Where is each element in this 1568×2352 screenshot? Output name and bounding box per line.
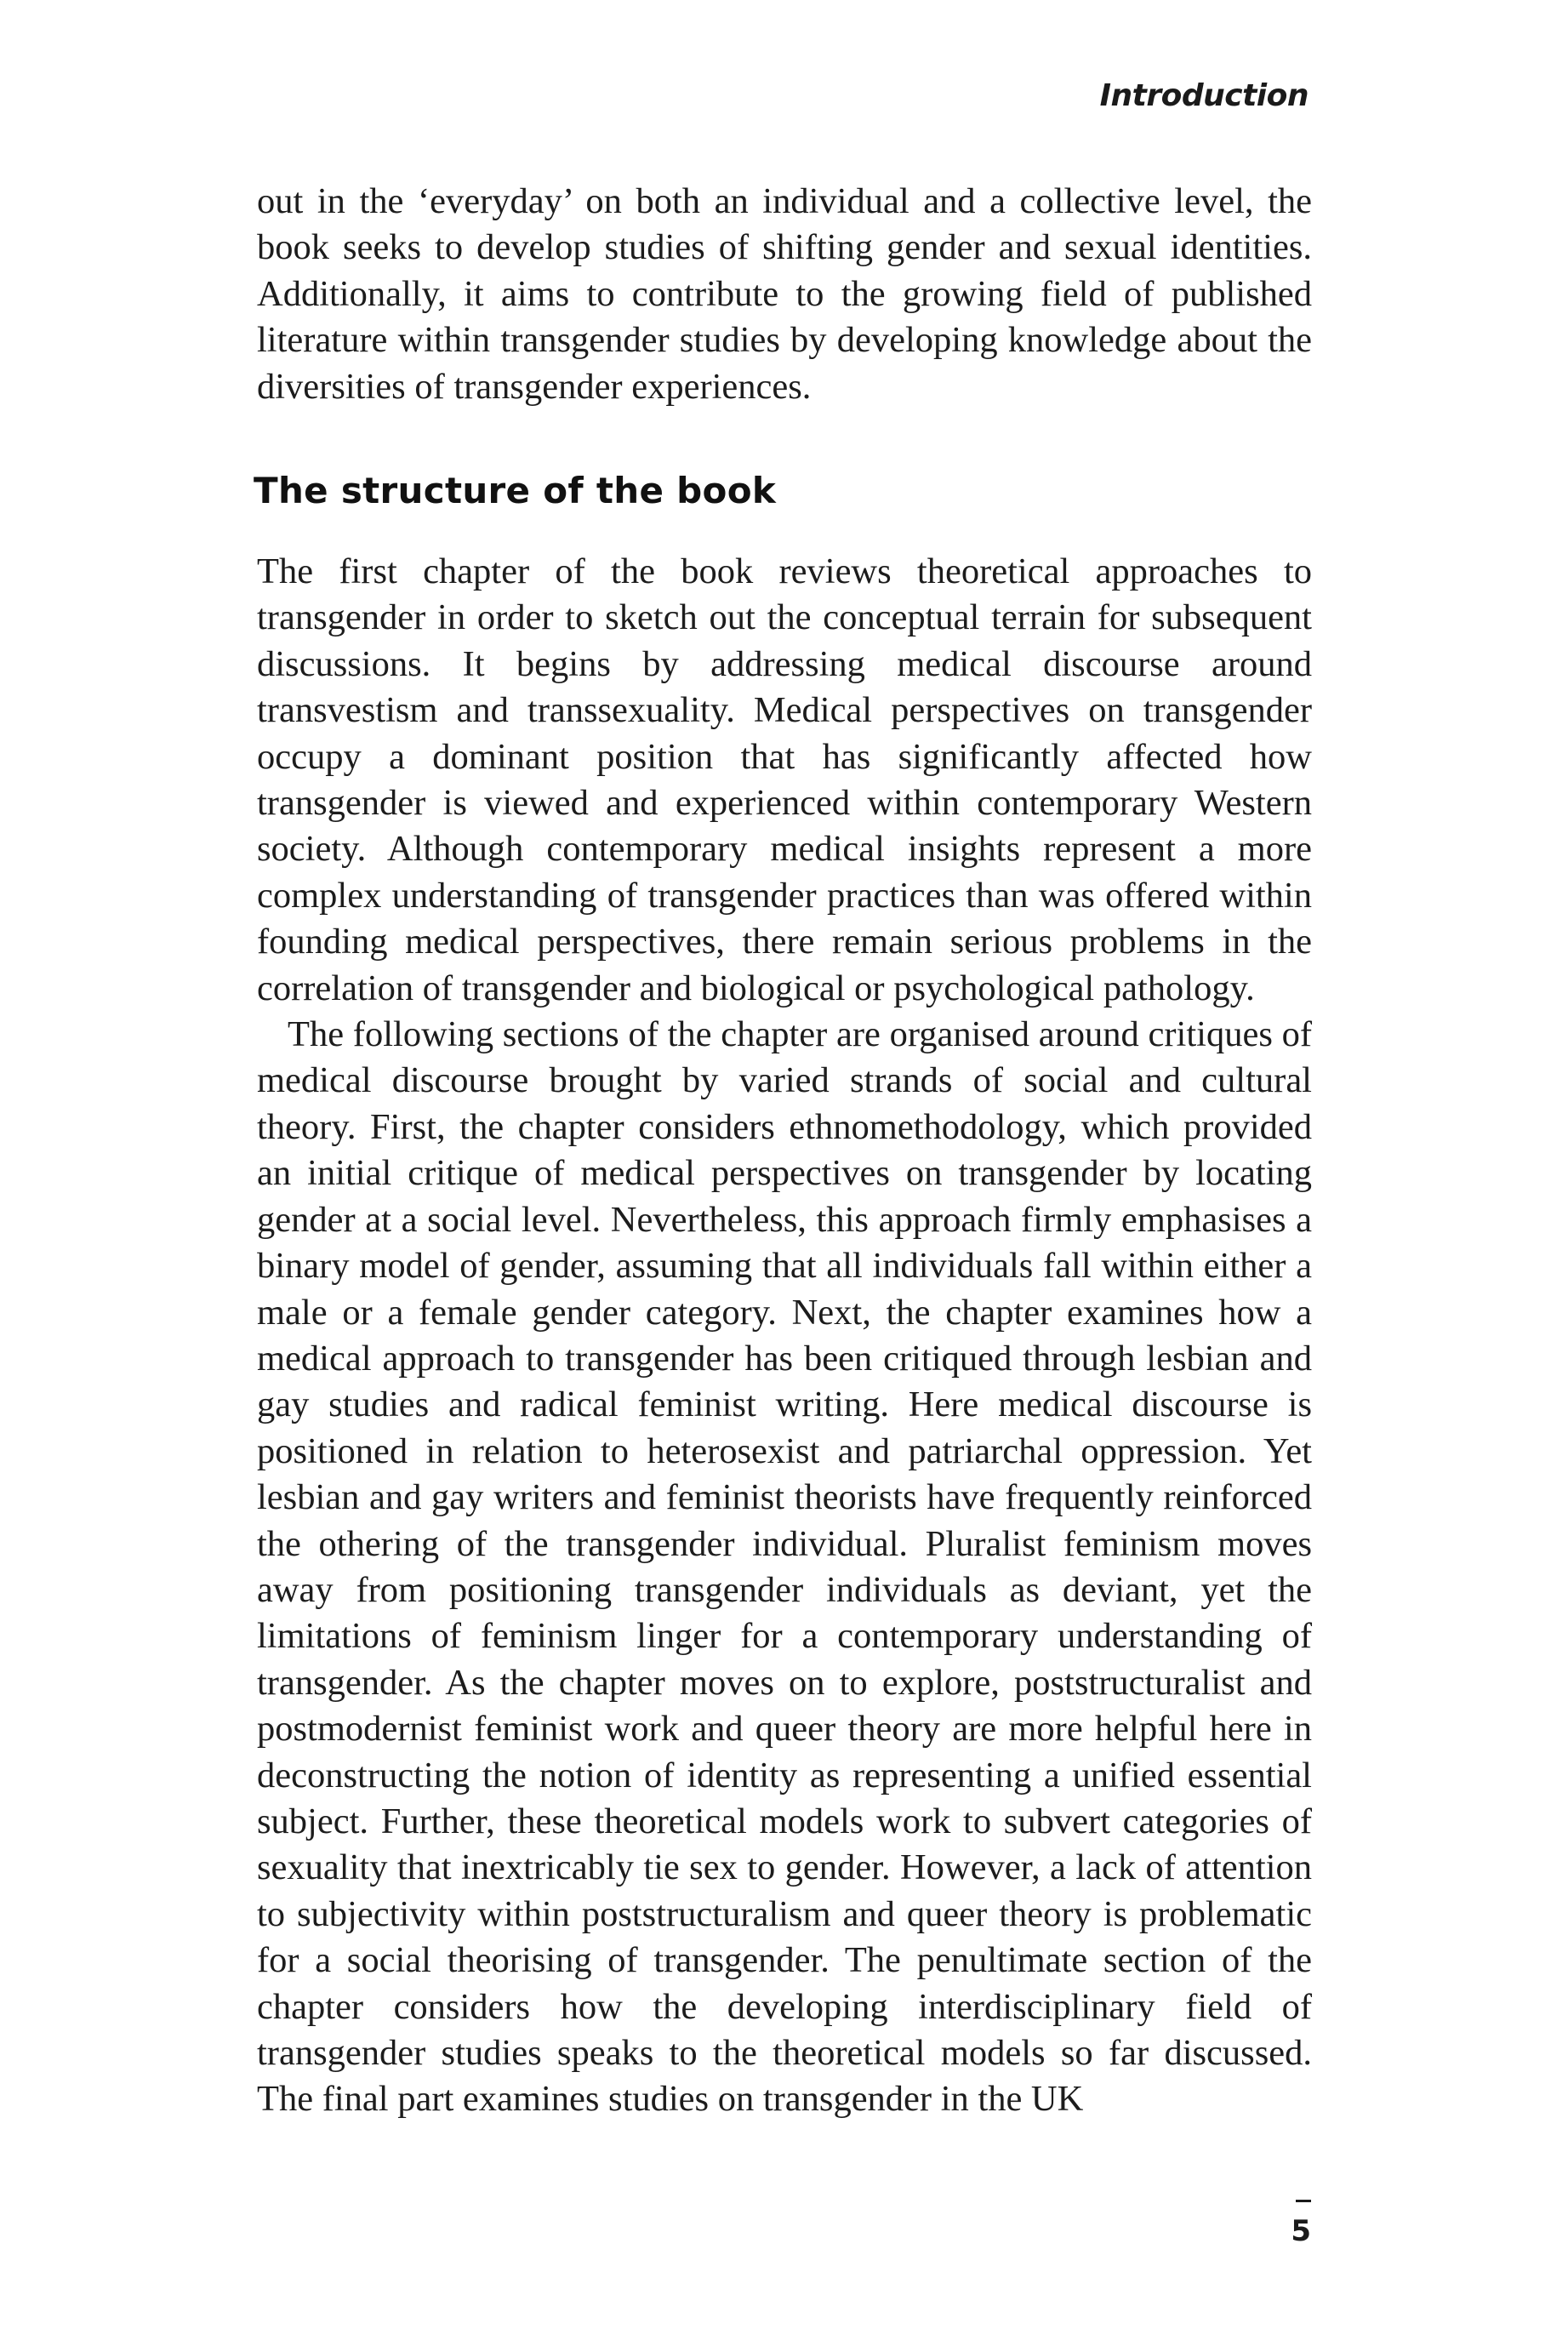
page-number-rule <box>1296 2200 1311 2202</box>
section-heading: The structure of the book <box>254 470 777 511</box>
intro-text <box>257 179 1312 410</box>
page-number: 5 <box>1291 2214 1311 2248</box>
intro-paragraph: out in the ‘everyday’ on both an individual and a collective level, the book seeks to develop studies of shifting gender and sexual identities. Additionally, it aims to contribute to the growing field of published literature within transgender studies by developing knowledge about the diversities of transgender experiences. <box>257 181 1312 407</box>
body-paragraph: The first chapter of the book reviews theoretical approaches to transgender in order to sketch out the conceptual terrain for subsequent discussions. It begins by addressing medical discourse around transvestism and transsexuality. Medical perspectives on transgender occupy a dominant position that has significantly affected how transgender is viewed and experienced within contemporary Western society. Although contemporary medical insights represent a more complex understanding of transgender practices than was offered within founding medical perspectives, there remain serious problems in the correlation of transgender and biological or psychological pathology. <box>257 551 1312 1008</box>
running-header: Introduction <box>1099 78 1309 113</box>
section-body <box>257 549 1312 2123</box>
body-paragraph: The following sections of the chapter are organised around critiques of medical discourse brought by varied strands of social and cultural theory. First, the chapter considers ethnomethodology, which provided an initial critique of medical perspectives on transgender by locating gender at a social level. Nevertheless, this approach firmly emphasises a binary model of gender, assuming that all individuals fall within either a male or a female gender category. Next, the chapter examines how a medical approach to transgender has been critiqued through lesbian and gay studies and radical feminist writing. Here medical discourse is positioned in relation to heterosexist and patriarchal oppression. Yet lesbian and gay writers and feminist theorists have frequently reinforced the othering of the transgender individual. Pluralist feminism moves away from positioning transgender individuals as deviant, yet the limitations of feminism linger for a contemporary understanding of transgender. As the chapter moves on to explore, poststructuralist and postmodernist feminist work and queer theory are more helpful here in deconstructing the notion of identity as representing a unified essential subject. Further, these theoretical models work to subvert categories of sexuality that inextricably tie sex to gender. However, a lack of attention to subjectivity within poststructuralism and queer theory is problematic for a social theorising of transgender. The penultimate section of the chapter considers how the developing interdisciplinary field of transgender studies speaks to the theoretical models so far discussed. The final part examines studies on transgender in the UK <box>257 1014 1312 2120</box>
